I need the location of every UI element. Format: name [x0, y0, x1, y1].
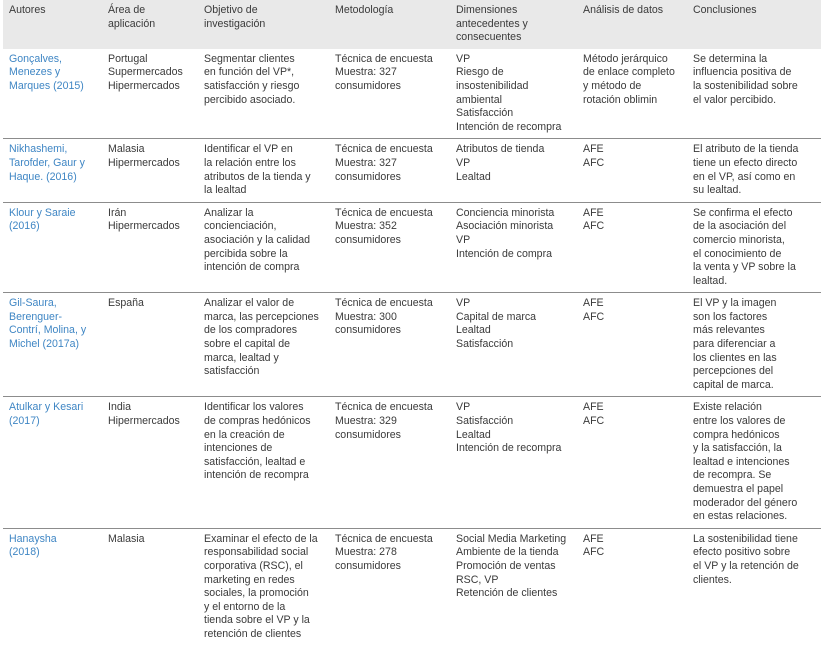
cell-metodologia	[329, 139, 450, 202]
cell-line: Riesgo de	[456, 66, 504, 79]
cell-line: demuestra el papel	[693, 483, 784, 495]
cell-line: Hipermercados	[108, 156, 180, 169]
cell-line: Muestra: 352	[335, 220, 397, 233]
cell-line: satisfacción, lealtad e	[204, 455, 306, 468]
cell-line: comercio minorista,	[693, 233, 785, 246]
cell-objetivo	[198, 293, 329, 397]
cell-line: Satisfacción	[456, 415, 514, 428]
cell-line: Haque. (2016)	[9, 170, 77, 183]
header-objetivo	[198, 0, 329, 49]
cell-area	[102, 528, 198, 645]
cell-line: percepciones del	[693, 365, 774, 378]
cell-analisis	[577, 397, 687, 528]
cell-line: AFC	[583, 310, 605, 323]
cell-line: la relación entre los	[204, 156, 296, 169]
cell-line: Se confirma el efecto	[693, 206, 793, 219]
cell-line: consumidores	[335, 170, 401, 183]
cell-objetivo	[198, 139, 329, 202]
cell-line: Segmentar clientes	[204, 52, 295, 65]
cell-line: Menezes y	[9, 66, 61, 79]
cell-line: Marques (2015)	[9, 79, 84, 92]
cell-line: Lealtad	[456, 428, 491, 441]
table-row	[3, 139, 821, 202]
cell-line: India	[108, 401, 131, 414]
cell-line: Retención de clientes	[456, 587, 558, 600]
cell-line: Social Media Marketing	[456, 532, 567, 545]
cell-line: Malasia	[108, 143, 145, 156]
table-body	[3, 49, 821, 646]
cell-line: AFC	[583, 415, 605, 428]
cell-line: influencia positiva de	[693, 66, 792, 79]
header-line: Autores	[9, 4, 46, 16]
cell-conclusiones	[687, 49, 821, 139]
cell-line: AFC	[583, 156, 605, 169]
cell-line: rotación oblimin	[583, 93, 658, 106]
cell-line: RSC, VP	[456, 573, 499, 586]
cell-line: Supermercados	[108, 66, 183, 79]
cell-line: Klour y Saraie	[9, 206, 76, 219]
cell-line: Técnica de encuesta	[335, 143, 433, 156]
cell-line: marca, las percepciones	[204, 310, 319, 323]
cell-line: VP	[456, 233, 471, 246]
cell-line: Irán	[108, 206, 127, 219]
cell-line: de la asociación del	[693, 220, 787, 233]
cell-dimensiones	[450, 49, 577, 139]
cell-line: para diferenciar a	[693, 338, 776, 351]
cell-area	[102, 139, 198, 202]
cell-line: clientes.	[693, 573, 732, 586]
cell-metodologia	[329, 202, 450, 293]
cell-autores	[3, 293, 102, 397]
cell-line: satisfacción	[204, 365, 260, 378]
cell-line: Asociación minorista	[456, 220, 554, 233]
cell-line: Técnica de encuesta	[335, 297, 433, 310]
cell-line: Técnica de encuesta	[335, 52, 433, 65]
cell-conclusiones	[687, 202, 821, 293]
cell-line: en el VP, así como en	[693, 170, 796, 183]
cell-line: marketing en redes	[204, 573, 295, 586]
cell-line: Identificar el VP en	[204, 143, 293, 156]
cell-line: atributos de la tienda y	[204, 170, 311, 183]
cell-autores	[3, 528, 102, 645]
cell-line: VP	[456, 156, 471, 169]
cell-line: sociales, la promoción	[204, 587, 309, 600]
cell-conclusiones	[687, 139, 821, 202]
cell-line: intenciones de	[204, 442, 273, 455]
cell-line: Satisfacción	[456, 338, 514, 351]
cell-line: el conocimiento de	[693, 247, 782, 260]
cell-line: Contrí, Molina, y	[9, 324, 87, 337]
header-line: Objetivo de	[204, 4, 258, 16]
cell-line: Intención de recompra	[456, 442, 562, 455]
cell-line: de compras hedónicos	[204, 415, 311, 428]
cell-line: Capital de marca	[456, 310, 537, 323]
cell-line: entre los valores de	[693, 415, 786, 428]
cell-line: Gonçalves,	[9, 52, 62, 65]
cell-line: AFE	[583, 297, 604, 310]
header-line: Dimensiones	[456, 4, 518, 16]
cell-line: VP	[456, 297, 471, 310]
cell-line: satisfacción y riesgo	[204, 79, 300, 92]
cell-area	[102, 397, 198, 528]
cell-conclusiones	[687, 528, 821, 645]
cell-line: percibido asociado.	[204, 93, 296, 106]
table-row	[3, 49, 821, 139]
header-conclusiones	[687, 0, 821, 49]
cell-line: lealtad e intenciones	[693, 455, 790, 468]
cell-line: y la satisfacción, la	[693, 442, 782, 455]
cell-line: Tarofder, Gaur y	[9, 156, 85, 169]
cell-line: marca, lealtad y	[204, 351, 279, 364]
header-area	[102, 0, 198, 49]
cell-analisis	[577, 139, 687, 202]
cell-line: de enlace completo	[583, 66, 675, 79]
cell-line: Atributos de tienda	[456, 143, 545, 156]
cell-line: su lealtad.	[693, 184, 742, 197]
cell-line: Técnica de encuesta	[335, 532, 433, 545]
table-row	[3, 293, 821, 397]
cell-line: la lealtad	[204, 184, 247, 197]
cell-line: consumidores	[335, 79, 401, 92]
cell-objetivo	[198, 397, 329, 528]
cell-analisis	[577, 49, 687, 139]
cell-autores	[3, 397, 102, 528]
cell-line: Hipermercados	[108, 220, 180, 233]
cell-line: Muestra: 300	[335, 310, 397, 323]
cell-line: (2018)	[9, 546, 40, 559]
cell-line: Técnica de encuesta	[335, 401, 433, 414]
cell-line: intención de compra	[204, 261, 300, 274]
cell-line: Portugal	[108, 52, 148, 65]
cell-conclusiones	[687, 293, 821, 397]
cell-line: España	[108, 297, 144, 310]
cell-line: Identificar los valores	[204, 401, 304, 414]
header-line: antecedentes y	[456, 17, 528, 30]
cell-metodologia	[329, 397, 450, 528]
cell-line: Michel (2017a)	[9, 338, 80, 351]
cell-line: consumidores	[335, 324, 401, 337]
cell-line: VP	[456, 52, 471, 65]
table-row	[3, 202, 821, 293]
cell-line: Malasia	[108, 532, 145, 545]
cell-autores	[3, 202, 102, 293]
cell-dimensiones	[450, 528, 577, 645]
cell-line: retención de clientes	[204, 627, 302, 640]
cell-line: más relevantes	[693, 324, 765, 337]
cell-area	[102, 293, 198, 397]
cell-line: Analizar el valor de	[204, 297, 295, 310]
cell-line: Satisfacción	[456, 107, 514, 120]
cell-analisis	[577, 202, 687, 293]
cell-line: Intención de compra	[456, 247, 552, 260]
cell-metodologia	[329, 49, 450, 139]
cell-line: AFE	[583, 532, 604, 545]
header-line: aplicación	[108, 17, 156, 30]
cell-area	[102, 49, 198, 139]
cell-line: Hipermercados	[108, 79, 180, 92]
cell-line: tiene un efecto directo	[693, 156, 798, 169]
cell-line: Método jerárquico	[583, 52, 668, 65]
cell-line: Analizar la	[204, 206, 254, 219]
cell-line: Técnica de encuesta	[335, 206, 433, 219]
cell-analisis	[577, 528, 687, 645]
cell-line: los clientes en las	[693, 351, 777, 364]
cell-line: Nikhashemi,	[9, 143, 68, 156]
header-line: consecuentes	[456, 31, 522, 44]
cell-line: La sostenibilidad tiene	[693, 532, 798, 545]
cell-line: AFE	[583, 401, 604, 414]
cell-line: de recompra. Se	[693, 469, 772, 482]
cell-line: Muestra: 327	[335, 156, 397, 169]
table-row	[3, 528, 821, 645]
cell-line: la sostenibilidad sobre	[693, 79, 798, 92]
header-line: investigación	[204, 17, 266, 30]
header-autores	[3, 0, 102, 49]
cell-dimensiones	[450, 293, 577, 397]
cell-line: la venta y VP sobre la	[693, 261, 796, 274]
cell-line: y el entorno de la	[204, 600, 286, 613]
table-row	[3, 397, 821, 528]
cell-line: ambiental	[456, 93, 502, 106]
cell-line: el VP y la retención de	[693, 559, 799, 572]
cell-line: capital de marca.	[693, 378, 774, 391]
cell-metodologia	[329, 293, 450, 397]
cell-conclusiones	[687, 397, 821, 528]
cell-line: consumidores	[335, 233, 401, 246]
literature-review-table	[3, 0, 821, 646]
cell-line: responsabilidad social	[204, 546, 309, 559]
cell-line: Muestra: 278	[335, 546, 397, 559]
cell-line: concienciación,	[204, 220, 277, 233]
cell-line: Muestra: 327	[335, 66, 397, 79]
cell-line: efecto positivo sobre	[693, 546, 791, 559]
cell-line: insostenibilidad	[456, 79, 529, 92]
cell-line: AFE	[583, 206, 604, 219]
cell-line: en la creación de	[204, 428, 285, 441]
cell-line: AFC	[583, 546, 605, 559]
cell-line: percibida sobre la	[204, 247, 288, 260]
cell-line: El VP y la imagen	[693, 297, 777, 310]
header-dimensiones	[450, 0, 577, 49]
cell-line: lealtad.	[693, 274, 728, 287]
cell-line: Muestra: 329	[335, 415, 397, 428]
cell-line: Gil-Saura,	[9, 297, 57, 310]
cell-line: Se determina la	[693, 52, 768, 65]
cell-area	[102, 202, 198, 293]
cell-line: tienda sobre el VP y la	[204, 614, 310, 627]
cell-line: Conciencia minorista	[456, 206, 555, 219]
cell-dimensiones	[450, 139, 577, 202]
header-line: Análisis de datos	[583, 4, 664, 16]
header-line: Conclusiones	[693, 4, 757, 16]
cell-line: Hipermercados	[108, 415, 180, 428]
cell-analisis	[577, 293, 687, 397]
cell-line: compra hedónicos	[693, 428, 780, 441]
cell-line: El atributo de la tienda	[693, 143, 799, 156]
cell-line: Berenguer-	[9, 310, 62, 323]
cell-line: (2017)	[9, 415, 40, 428]
cell-line: de los compradores	[204, 324, 298, 337]
cell-dimensiones	[450, 397, 577, 528]
header-line: Metodología	[335, 4, 394, 16]
cell-objetivo	[198, 49, 329, 139]
cell-line: Lealtad	[456, 324, 491, 337]
cell-line: son los factores	[693, 310, 768, 323]
cell-line: moderador del género	[693, 496, 798, 509]
header-metodologia	[329, 0, 450, 49]
cell-line: intención de recompra	[204, 469, 309, 482]
cell-line: y método de	[583, 79, 642, 92]
cell-line: Intención de recompra	[456, 120, 562, 133]
cell-line: consumidores	[335, 559, 401, 572]
header-line: Área de	[108, 4, 146, 16]
cell-dimensiones	[450, 202, 577, 293]
cell-line: el valor percibido.	[693, 93, 777, 106]
cell-metodologia	[329, 528, 450, 645]
cell-line: VP	[456, 401, 471, 414]
cell-objetivo	[198, 528, 329, 645]
cell-line: consumidores	[335, 428, 401, 441]
cell-autores	[3, 49, 102, 139]
cell-line: Hanaysha	[9, 532, 57, 545]
cell-line: Existe relación	[693, 401, 762, 414]
cell-autores	[3, 139, 102, 202]
header-analisis	[577, 0, 687, 49]
cell-line: AFC	[583, 220, 605, 233]
cell-line: en estas relaciones.	[693, 510, 788, 523]
cell-line: corporativa (RSC), el	[204, 559, 303, 572]
cell-line: Atulkar y Kesari	[9, 401, 84, 414]
cell-line: Examinar el efecto de la	[204, 532, 318, 545]
cell-line: (2016)	[9, 220, 40, 233]
cell-line: Promoción de ventas	[456, 559, 556, 572]
cell-line: asociación y la calidad	[204, 233, 310, 246]
cell-line: en función del VP*,	[204, 66, 295, 79]
cell-line: sobre el capital de	[204, 338, 290, 351]
cell-line: Lealtad	[456, 170, 491, 183]
cell-line: Ambiente de la tienda	[456, 546, 559, 559]
cell-objetivo	[198, 202, 329, 293]
table-header-row	[3, 0, 821, 49]
cell-line: AFE	[583, 143, 604, 156]
